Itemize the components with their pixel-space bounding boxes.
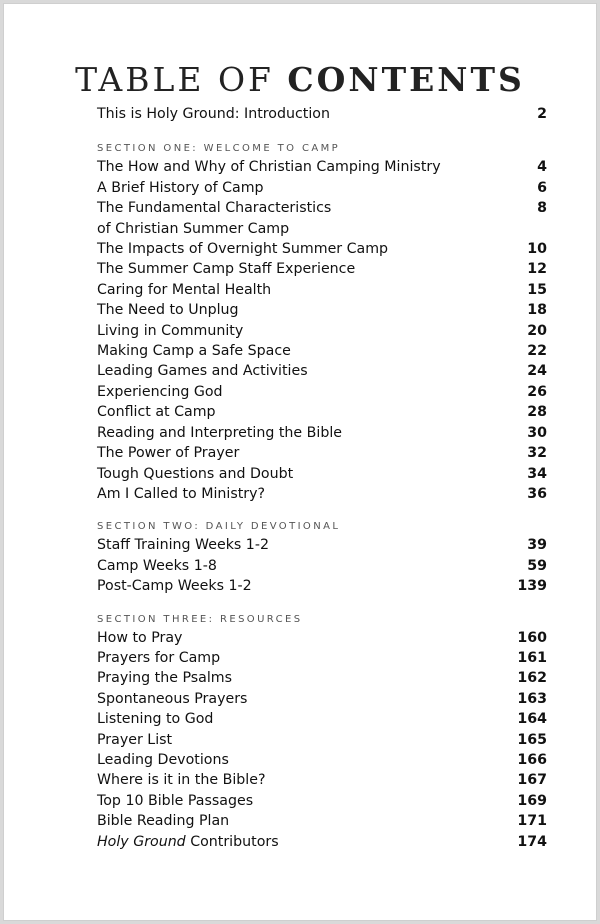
toc-entry-label — [97, 300, 487, 320]
toc-entry — [97, 791, 547, 811]
toc-entry — [97, 382, 547, 402]
toc-entry-label — [97, 259, 487, 279]
toc-entry-label-text: Contributors — [185, 833, 279, 850]
toc-entry-label-text: The Need to Unplug — [97, 302, 239, 319]
section-spacer — [97, 597, 547, 614]
toc-entry — [97, 341, 547, 361]
toc-entry-label-text: Prayer List — [97, 731, 173, 748]
toc-entry-page: 28 — [527, 404, 547, 421]
toc-entry-page: 164 — [517, 711, 547, 728]
toc-entry-page: 32 — [527, 445, 547, 462]
toc-entry-page: 22 — [527, 343, 547, 360]
toc-entry-label — [97, 770, 487, 790]
toc-entry-label-text: Top 10 Bible Passages — [97, 792, 254, 809]
toc-entry — [97, 811, 547, 831]
toc-entry-label-text: Reading and Interpreting the Bible — [97, 424, 343, 441]
toc-entry-label — [97, 361, 487, 381]
toc-entry-label — [97, 402, 487, 422]
toc-entry-page: 36 — [527, 485, 547, 502]
toc-entry-label-text: Listening to God — [97, 711, 214, 728]
toc-entry-label-continued: of Christian Summer Camp — [97, 220, 290, 237]
toc-entry-page: 167 — [517, 772, 547, 789]
toc-entry-label — [97, 321, 487, 341]
toc-entry-label — [97, 157, 487, 177]
toc-entry-label-text: Post-Camp Weeks 1-2 — [97, 578, 252, 595]
toc-entry-label — [97, 280, 487, 300]
toc-entry-label-text: The Summer Camp Staff Experience — [97, 261, 356, 278]
toc-entry-label-text: Experiencing God — [97, 383, 223, 400]
toc-entry-page: 12 — [527, 261, 547, 278]
toc-entry-page: 174 — [517, 833, 547, 850]
toc-entry-page: 2 — [537, 106, 547, 122]
toc-entry-label-text: Making Camp a Safe Space — [97, 343, 291, 360]
toc-entry — [97, 668, 547, 688]
toc-entry-label-italic: Holy Ground — [97, 833, 186, 850]
table-of-contents — [97, 104, 547, 852]
toc-entry — [97, 648, 547, 668]
toc-entry-label — [97, 198, 487, 239]
toc-entry-label-text: Where is it in the Bible? — [97, 772, 266, 789]
toc-entry — [97, 556, 547, 576]
toc-entry-page: 10 — [527, 241, 547, 258]
toc-entry-label — [97, 382, 487, 402]
toc-entry — [97, 576, 547, 596]
toc-entry — [97, 443, 547, 463]
toc-entry-label-text: Prayers for Camp — [97, 649, 221, 666]
toc-entry-label-text: Tough Questions and Doubt — [97, 465, 294, 482]
toc-entry-label-text: Bible Reading Plan — [97, 813, 230, 830]
toc-entry-label-text: The Impacts of Overnight Summer Camp — [97, 241, 389, 258]
toc-entry-label — [97, 791, 487, 811]
section-heading: SECTION THREE: RESOURCES — [97, 613, 303, 625]
toc-entry-label-text: The Power of Prayer — [97, 445, 240, 462]
toc-entry-label — [97, 709, 487, 729]
toc-entry-label-text: The How and Why of Christian Camping Ministry — [97, 159, 441, 176]
toc-entry-page: 165 — [517, 731, 547, 748]
section-spacer — [97, 124, 547, 143]
toc-entry — [97, 423, 547, 443]
toc-entry-label — [97, 423, 487, 443]
toc-entry-page: 8 — [537, 200, 547, 217]
toc-entry-page: 6 — [537, 179, 547, 196]
title-light: TABLE OF — [75, 60, 288, 99]
toc-entry — [97, 259, 547, 279]
toc-entry-label — [97, 730, 487, 750]
toc-entry-page: 163 — [517, 690, 547, 707]
toc-entry-page: 39 — [527, 537, 547, 554]
toc-entry-label-text: How to Pray — [97, 629, 183, 646]
toc-entry — [97, 402, 547, 422]
toc-entry — [97, 535, 547, 555]
toc-entry-label — [97, 484, 487, 504]
toc-entry — [97, 464, 547, 484]
toc-entry — [97, 361, 547, 381]
toc-entry-page: 161 — [517, 649, 547, 666]
toc-entry-label — [97, 648, 487, 668]
title-bold: CONTENTS — [287, 60, 525, 99]
toc-entry-label-text: Spontaneous Prayers — [97, 690, 248, 707]
toc-entry-label-text: Am I Called to Ministry? — [97, 485, 266, 502]
toc-entry-page: 171 — [517, 813, 547, 830]
toc-entry — [97, 689, 547, 709]
toc-entry — [97, 832, 547, 852]
toc-entry-label — [97, 668, 487, 688]
toc-entry-label — [97, 535, 487, 555]
toc-entry-label-text: Praying the Psalms — [97, 670, 233, 687]
toc-entry-page: 59 — [527, 557, 547, 574]
toc-entry-label-text: Caring for Mental Health — [97, 281, 272, 298]
toc-entry-label — [97, 576, 487, 596]
toc-entry — [97, 750, 547, 770]
toc-entry-label — [97, 750, 487, 770]
toc-entry-page: 34 — [527, 465, 547, 482]
toc-entry-label — [97, 628, 487, 648]
toc-entry-label-text: Living in Community — [97, 322, 244, 339]
toc-entry-intro — [97, 104, 547, 124]
page-title — [4, 60, 596, 99]
toc-entry — [97, 709, 547, 729]
toc-entry-page: 166 — [517, 751, 547, 768]
toc-entry-page: 162 — [517, 670, 547, 687]
toc-entry-label-text: Leading Games and Activities — [97, 363, 308, 380]
toc-entry — [97, 484, 547, 504]
toc-entry-label: This is Holy Ground: Introduction — [97, 106, 330, 122]
section-spacer — [97, 504, 547, 521]
toc-entry-label — [97, 811, 487, 831]
toc-entry-page: 24 — [527, 363, 547, 380]
toc-entry-label — [97, 556, 487, 576]
toc-entry-label — [97, 341, 487, 361]
toc-entry — [97, 178, 547, 198]
toc-entry — [97, 300, 547, 320]
toc-entry-label — [97, 178, 487, 198]
toc-entry — [97, 157, 547, 177]
toc-entry-page: 20 — [527, 322, 547, 339]
toc-entry-page: 169 — [517, 792, 547, 809]
toc-entry-page: 4 — [537, 159, 547, 176]
toc-entry-page: 26 — [527, 383, 547, 400]
toc-entry — [97, 770, 547, 790]
toc-entry — [97, 239, 547, 259]
section-heading: SECTION ONE: WELCOME TO CAMP — [97, 143, 341, 155]
toc-entry-label-text: A Brief History of Camp — [97, 179, 264, 196]
toc-entry-page: 30 — [527, 424, 547, 441]
toc-entry — [97, 321, 547, 341]
toc-entry — [97, 198, 547, 239]
document-page — [3, 3, 597, 921]
toc-entry-label — [97, 443, 487, 463]
toc-entry — [97, 628, 547, 648]
toc-entry-page: 18 — [527, 302, 547, 319]
toc-entry-label — [97, 239, 487, 259]
toc-entry-label-text: Leading Devotions — [97, 751, 229, 768]
toc-entry-label — [97, 832, 487, 852]
toc-entry-page: 160 — [517, 629, 547, 646]
toc-entry — [97, 730, 547, 750]
toc-entry-label — [97, 464, 487, 484]
toc-entry-page: 139 — [517, 578, 547, 595]
toc-entry-page: 15 — [527, 281, 547, 298]
toc-entry — [97, 280, 547, 300]
toc-entry-label-text: Conflict at Camp — [97, 404, 216, 421]
toc-entry-label-text: Camp Weeks 1-8 — [97, 557, 217, 574]
section-heading: SECTION TWO: DAILY DEVOTIONAL — [97, 521, 341, 533]
toc-entry-label-text: Staff Training Weeks 1-2 — [97, 537, 269, 554]
toc-entry-label — [97, 689, 487, 709]
toc-entry-label-text: The Fundamental Characteristics — [97, 200, 332, 217]
